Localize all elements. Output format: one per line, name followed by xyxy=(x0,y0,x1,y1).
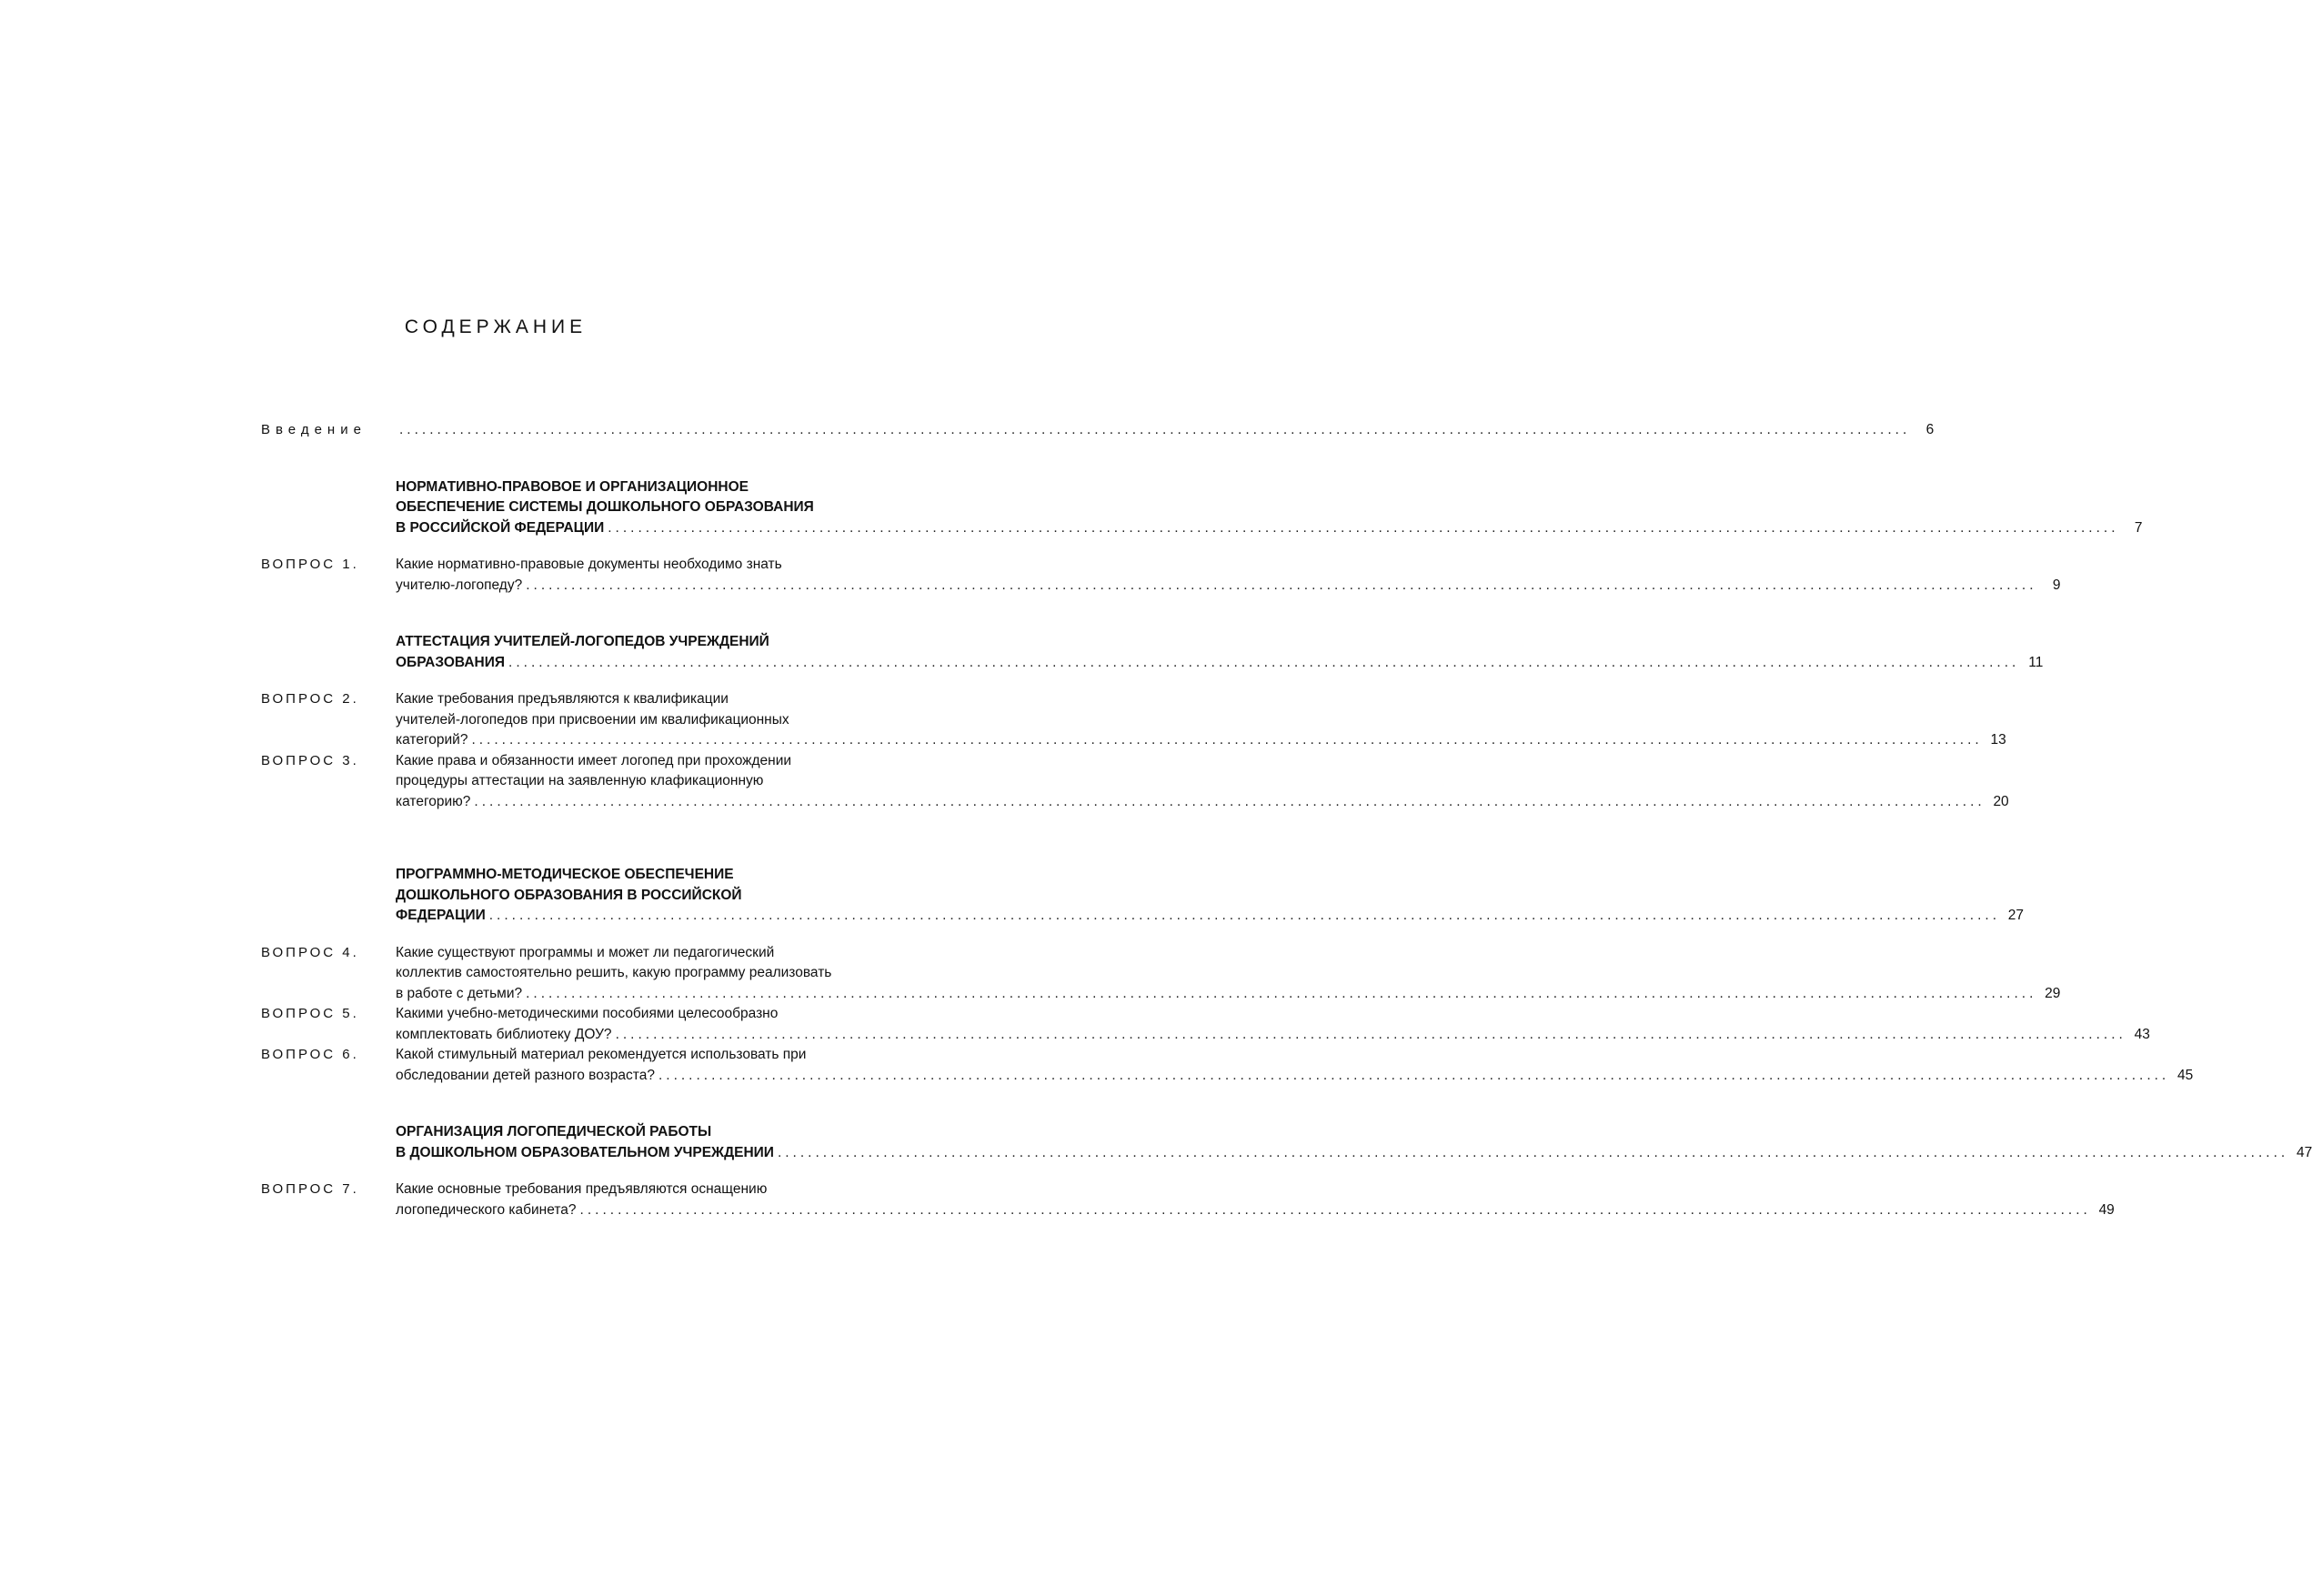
leader-dots: ........................................................................................................................................................................................................ xyxy=(777,1144,2289,1160)
toc-entry-text xyxy=(396,420,1935,441)
toc-question-entry xyxy=(261,943,2061,1005)
toc-entry-last-line xyxy=(396,576,2061,597)
page-number: 7 xyxy=(2134,519,2143,536)
toc-entry-last-text: в работе с детьми? xyxy=(396,985,523,1001)
toc-intro-entry xyxy=(261,420,1935,441)
page-number: 45 xyxy=(2176,1067,2194,1083)
leader-dots: ........................................................................................................................................................................................................ xyxy=(508,654,2020,670)
leader-dots: ........................................................................................................................................................................................................ xyxy=(488,908,2001,923)
toc-section-entry xyxy=(261,865,2025,927)
toc-question-entry xyxy=(261,751,2009,813)
toc-section-entry xyxy=(261,632,2044,673)
toc-entry-line: Какие основные требования предъявляются оснащению xyxy=(396,1181,768,1197)
toc-entry-last-line xyxy=(396,420,1935,441)
toc-entry-last-text: ОБРАЗОВАНИЯ xyxy=(396,654,506,670)
page-number: 43 xyxy=(2134,1026,2150,1042)
toc-question-entry xyxy=(261,555,2061,596)
leader-dots: ........................................................................................................................................................................................................ xyxy=(608,519,2119,536)
toc-entry-text xyxy=(396,1179,2115,1220)
toc-entry-label: ВОПРОС 3. xyxy=(261,752,359,768)
toc-entry-text xyxy=(396,1004,2150,1045)
toc-entry-text xyxy=(396,943,2061,1005)
toc-entry-label: ВОПРОС 7. xyxy=(261,1181,359,1197)
toc-section-entry xyxy=(261,477,2143,539)
page-number: 27 xyxy=(2007,908,2025,923)
page-number: 29 xyxy=(2045,985,2061,1001)
toc-entry-text xyxy=(396,1122,2312,1163)
toc-entry-line: Какие существуют программы и может ли педагогический xyxy=(396,944,775,960)
toc-entry-line: Какими учебно-методическими пособиями целесообразно xyxy=(396,1006,779,1021)
toc-entry-last-line xyxy=(396,1143,2312,1164)
toc-entry-line: АТТЕСТАЦИЯ УЧИТЕЛЕЙ-ЛОГОПЕДОВ УЧРЕЖДЕНИЙ xyxy=(396,634,769,649)
toc-entry-text xyxy=(396,865,2025,927)
toc-entry-line: процедуры аттестации на заявленную клафикационную xyxy=(396,773,764,788)
toc-entry-label: ВОПРОС 4. xyxy=(261,944,359,960)
toc-entry-line: ДОШКОЛЬНОГО ОБРАЗОВАНИЯ В РОССИЙСКОЙ xyxy=(396,887,742,903)
toc-section-entry xyxy=(261,1122,2312,1163)
toc-entry-line: ОРГАНИЗАЦИЯ ЛОГОПЕДИЧЕСКОЙ РАБОТЫ xyxy=(396,1124,712,1139)
toc-entry-last-line xyxy=(396,1025,2150,1046)
toc-question-entry xyxy=(261,1004,2150,1045)
toc-question-entry xyxy=(261,1045,2194,1086)
toc-entry-line: Какой стимульный материал рекомендуется использовать при xyxy=(396,1047,807,1062)
table-of-contents xyxy=(261,420,2312,1220)
leader-dots: ........................................................................................................................................................................................................ xyxy=(471,732,1983,748)
toc-entry-text xyxy=(396,1045,2194,1086)
toc-entry-line: ПРОГРАММНО-МЕТОДИЧЕСКОЕ ОБЕСПЕЧЕНИЕ xyxy=(396,867,734,882)
toc-entry-line: Какие требования предъявляются к квалификации xyxy=(396,691,729,707)
page-number: 20 xyxy=(1993,793,2009,809)
toc-question-entry xyxy=(261,689,2006,751)
page-number: 49 xyxy=(2098,1201,2115,1218)
toc-entry-line: учителей-логопедов при присвоении им квалификационных xyxy=(396,711,789,728)
page-number: 11 xyxy=(2028,654,2044,670)
toc-entry-last-text: учителю-логопеду? xyxy=(396,577,523,593)
toc-entry-last-line xyxy=(396,792,2009,813)
toc-entry-last-text: комплектовать библиотеку ДОУ? xyxy=(396,1026,612,1042)
toc-entry-label: ВОПРОС 5. xyxy=(261,1006,359,1021)
toc-entry-text xyxy=(396,477,2143,539)
toc-entry-line: НОРМАТИВНО-ПРАВОВОЕ И ОРГАНИЗАЦИОННОЕ xyxy=(396,478,749,495)
toc-entry-line: коллектив самостоятельно решить, какую программу реализовать xyxy=(396,965,832,980)
toc-entry-text xyxy=(396,751,2009,813)
toc-entry-last-line xyxy=(396,1200,2115,1221)
leader-dots: ........................................................................................................................................................................................................ xyxy=(579,1201,2091,1218)
toc-entry-last-text: обследовании детей разного возраста? xyxy=(396,1067,655,1083)
toc-entry-last-line xyxy=(396,984,2061,1005)
toc-entry-last-text: логопедического кабинета? xyxy=(396,1201,577,1218)
leader-dots: ........................................................................................................................................................................................................ xyxy=(658,1067,2170,1083)
toc-entry-last-text: В РОССИЙСКОЙ ФЕДЕРАЦИИ xyxy=(396,519,605,536)
toc-entry-line: ОБЕСПЕЧЕНИЕ СИСТЕМЫ ДОШКОЛЬНОГО ОБРАЗОВАНИЯ xyxy=(396,499,814,515)
toc-entry-last-line xyxy=(396,1066,2194,1087)
page-number: 6 xyxy=(1925,422,1935,437)
toc-entry-last-text: ФЕДЕРАЦИИ xyxy=(396,908,486,923)
toc-entry-last-line xyxy=(396,730,2006,751)
page-number: 9 xyxy=(2052,577,2061,593)
leader-dots: ........................................................................................................................................................................................................ xyxy=(399,422,1911,437)
toc-entry-last-line xyxy=(396,906,2025,927)
leader-dots: ........................................................................................................................................................................................................ xyxy=(474,793,1985,809)
toc-entry-last-text: В ДОШКОЛЬНОМ ОБРАЗОВАТЕЛЬНОМ УЧРЕЖДЕНИИ xyxy=(396,1144,774,1160)
toc-entry-line: Какие нормативно-правовые документы необходимо знать xyxy=(396,557,782,572)
toc-entry-label: Введение xyxy=(261,422,367,437)
leader-dots: ........................................................................................................................................................................................................ xyxy=(526,985,2037,1001)
toc-entry-last-line xyxy=(396,653,2044,674)
toc-entry-label: ВОПРОС 2. xyxy=(261,691,359,707)
toc-entry-text xyxy=(396,689,2006,751)
page-number: 13 xyxy=(1990,732,2006,748)
page-number: 47 xyxy=(2296,1144,2312,1160)
toc-entry-last-text: категорий? xyxy=(396,732,468,748)
toc-entry-line: Какие права и обязанности имеет логопед при прохождении xyxy=(396,752,792,768)
leader-dots: ........................................................................................................................................................................................................ xyxy=(526,577,2037,593)
toc-entry-last-line xyxy=(396,518,2143,539)
toc-entry-text xyxy=(396,632,2044,673)
toc-question-entry xyxy=(261,1179,2115,1220)
toc-entry-label: ВОПРОС 1. xyxy=(261,557,359,572)
page-title: СОДЕРЖАНИЕ xyxy=(404,316,588,337)
toc-entry-last-text: категорию? xyxy=(396,793,471,809)
toc-entry-text xyxy=(396,555,2061,596)
toc-entry-label: ВОПРОС 6. xyxy=(261,1047,359,1062)
leader-dots: ........................................................................................................................................................................................................ xyxy=(615,1026,2126,1042)
